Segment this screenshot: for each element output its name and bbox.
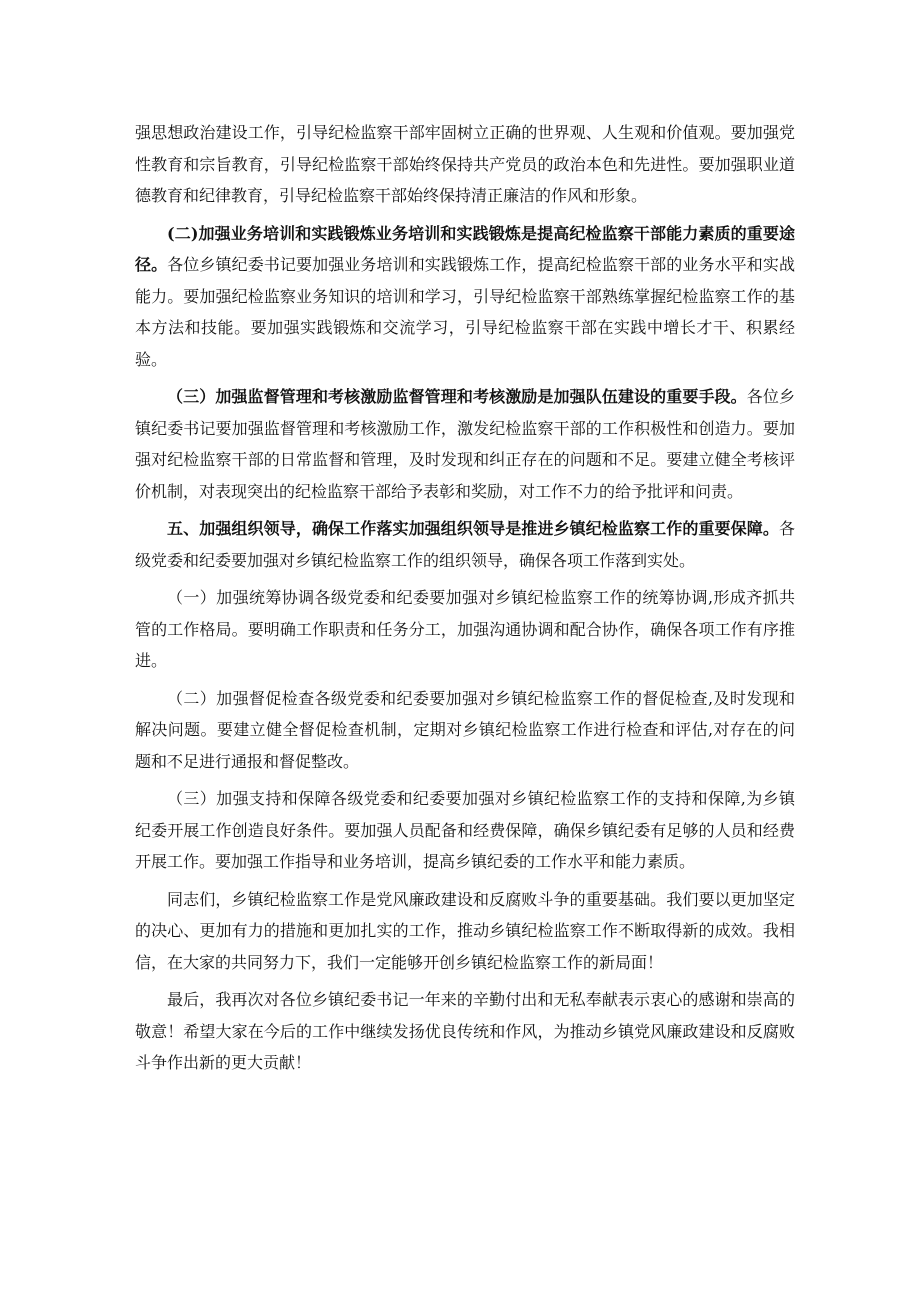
paragraph-text: （二）加强督促检查各级党委和纪委要加强对乡镇纪检监察工作的督促检查,及时发现和解决问题。要建立健全督促检查机制，定期对乡镇纪检监察工作进行检查和评估,对存在的问题和不足进行通报和督促整改。 — [135, 688, 795, 771]
paragraph-section-3 — [135, 381, 795, 507]
paragraph-text: （三）加强支持和保障各级党委和纪委要加强对乡镇纪检监察工作的支持和保障,为乡镇纪委开展工作创造良好条件。要加强人员配备和经费保障，确保乡镇纪委有足够的人员和经费开展工作。要加强工作指导和业务培训，提高乡镇纪委的工作水平和能力素质。 — [135, 789, 795, 871]
paragraph-text: （一）加强统筹协调各级党委和纪委要加强对乡镇纪检监察工作的统筹协调,形成齐抓共管的工作格局。要明确工作职责和任务分工，加强沟通协调和配合协作，确保各项工作有序推进。 — [135, 588, 795, 670]
paragraph-continuation — [135, 117, 795, 212]
paragraph-text: 强思想政治建设工作，引导纪检监察干部牢固树立正确的世界观、人生观和价值观。要加强党性教育和宗旨教育，引导纪检监察干部始终保持共产党员的政治本色和先进性。要加强职业道德教育和纪律教育，引导纪检监察干部始终保持清正廉洁的作风和形象。 — [135, 123, 795, 205]
document-body — [135, 117, 795, 1085]
paragraph-text: 各位乡镇纪委书记要加强业务培训和实践锻炼工作，提高纪检监察干部的业务水平和实战能力。要加强纪检监察业务知识的培训和学习，引导纪检监察干部熟练掌握纪检监察工作的基本方法和技能。要加强实践锻炼和交流学习，引导纪检监察干部在实践中增长才干、积累经验。 — [135, 255, 795, 369]
paragraph-section-2 — [135, 218, 795, 376]
paragraph-heading: （三）加强监督管理和考核激励监督管理和考核激励是加强队伍建设的重要手段。 — [167, 387, 747, 406]
paragraph-conclusion — [135, 884, 795, 979]
paragraph-heading: 五、加强组织领导，确保工作落实加强组织领导是推进乡镇纪检监察工作的重要保障。 — [167, 519, 779, 538]
paragraph-heading: (二)加强业务培训和实践锻炼业务培训和实践锻炼是提高纪检监察干部能力素质的重要途径。 — [135, 223, 795, 274]
paragraph-item-3 — [135, 783, 795, 878]
paragraph-item-1 — [135, 582, 795, 677]
paragraph-closing — [135, 984, 795, 1079]
paragraph-item-2 — [135, 683, 795, 778]
paragraph-text: 各位乡镇纪委书记要加强监督管理和考核激励工作，激发纪检监察干部的工作积极性和创造力。要加强对纪检监察干部的日常监督和管理，及时发现和纠正存在的问题和不足。要建立健全考核评价机制，对表现突出的纪检监察干部给予表彰和奖励，对工作不力的给予批评和问责。 — [135, 387, 795, 501]
paragraph-text: 各级党委和纪委要加强对乡镇纪检监察工作的组织领导，确保各项工作落到实处。 — [135, 519, 795, 570]
paragraph-chapter-5 — [135, 513, 795, 576]
paragraph-text: 同志们，乡镇纪检监察工作是党风廉政建设和反腐败斗争的重要基础。我们要以更加坚定的决心、更加有力的措施和更加扎实的工作，推动乡镇纪检监察工作不断取得新的成效。我相信，在大家的共同努力下，我们一定能够开创乡镇纪检监察工作的新局面！ — [135, 889, 795, 972]
paragraph-text: 最后，我再次对各位乡镇纪委书记一年来的辛勤付出和无私奉献表示衷心的感谢和崇高的敬意！希望大家在今后的工作中继续发扬优良传统和作风，为推动乡镇党风廉政建设和反腐败斗争作出新的更大贡献！ — [135, 990, 795, 1072]
